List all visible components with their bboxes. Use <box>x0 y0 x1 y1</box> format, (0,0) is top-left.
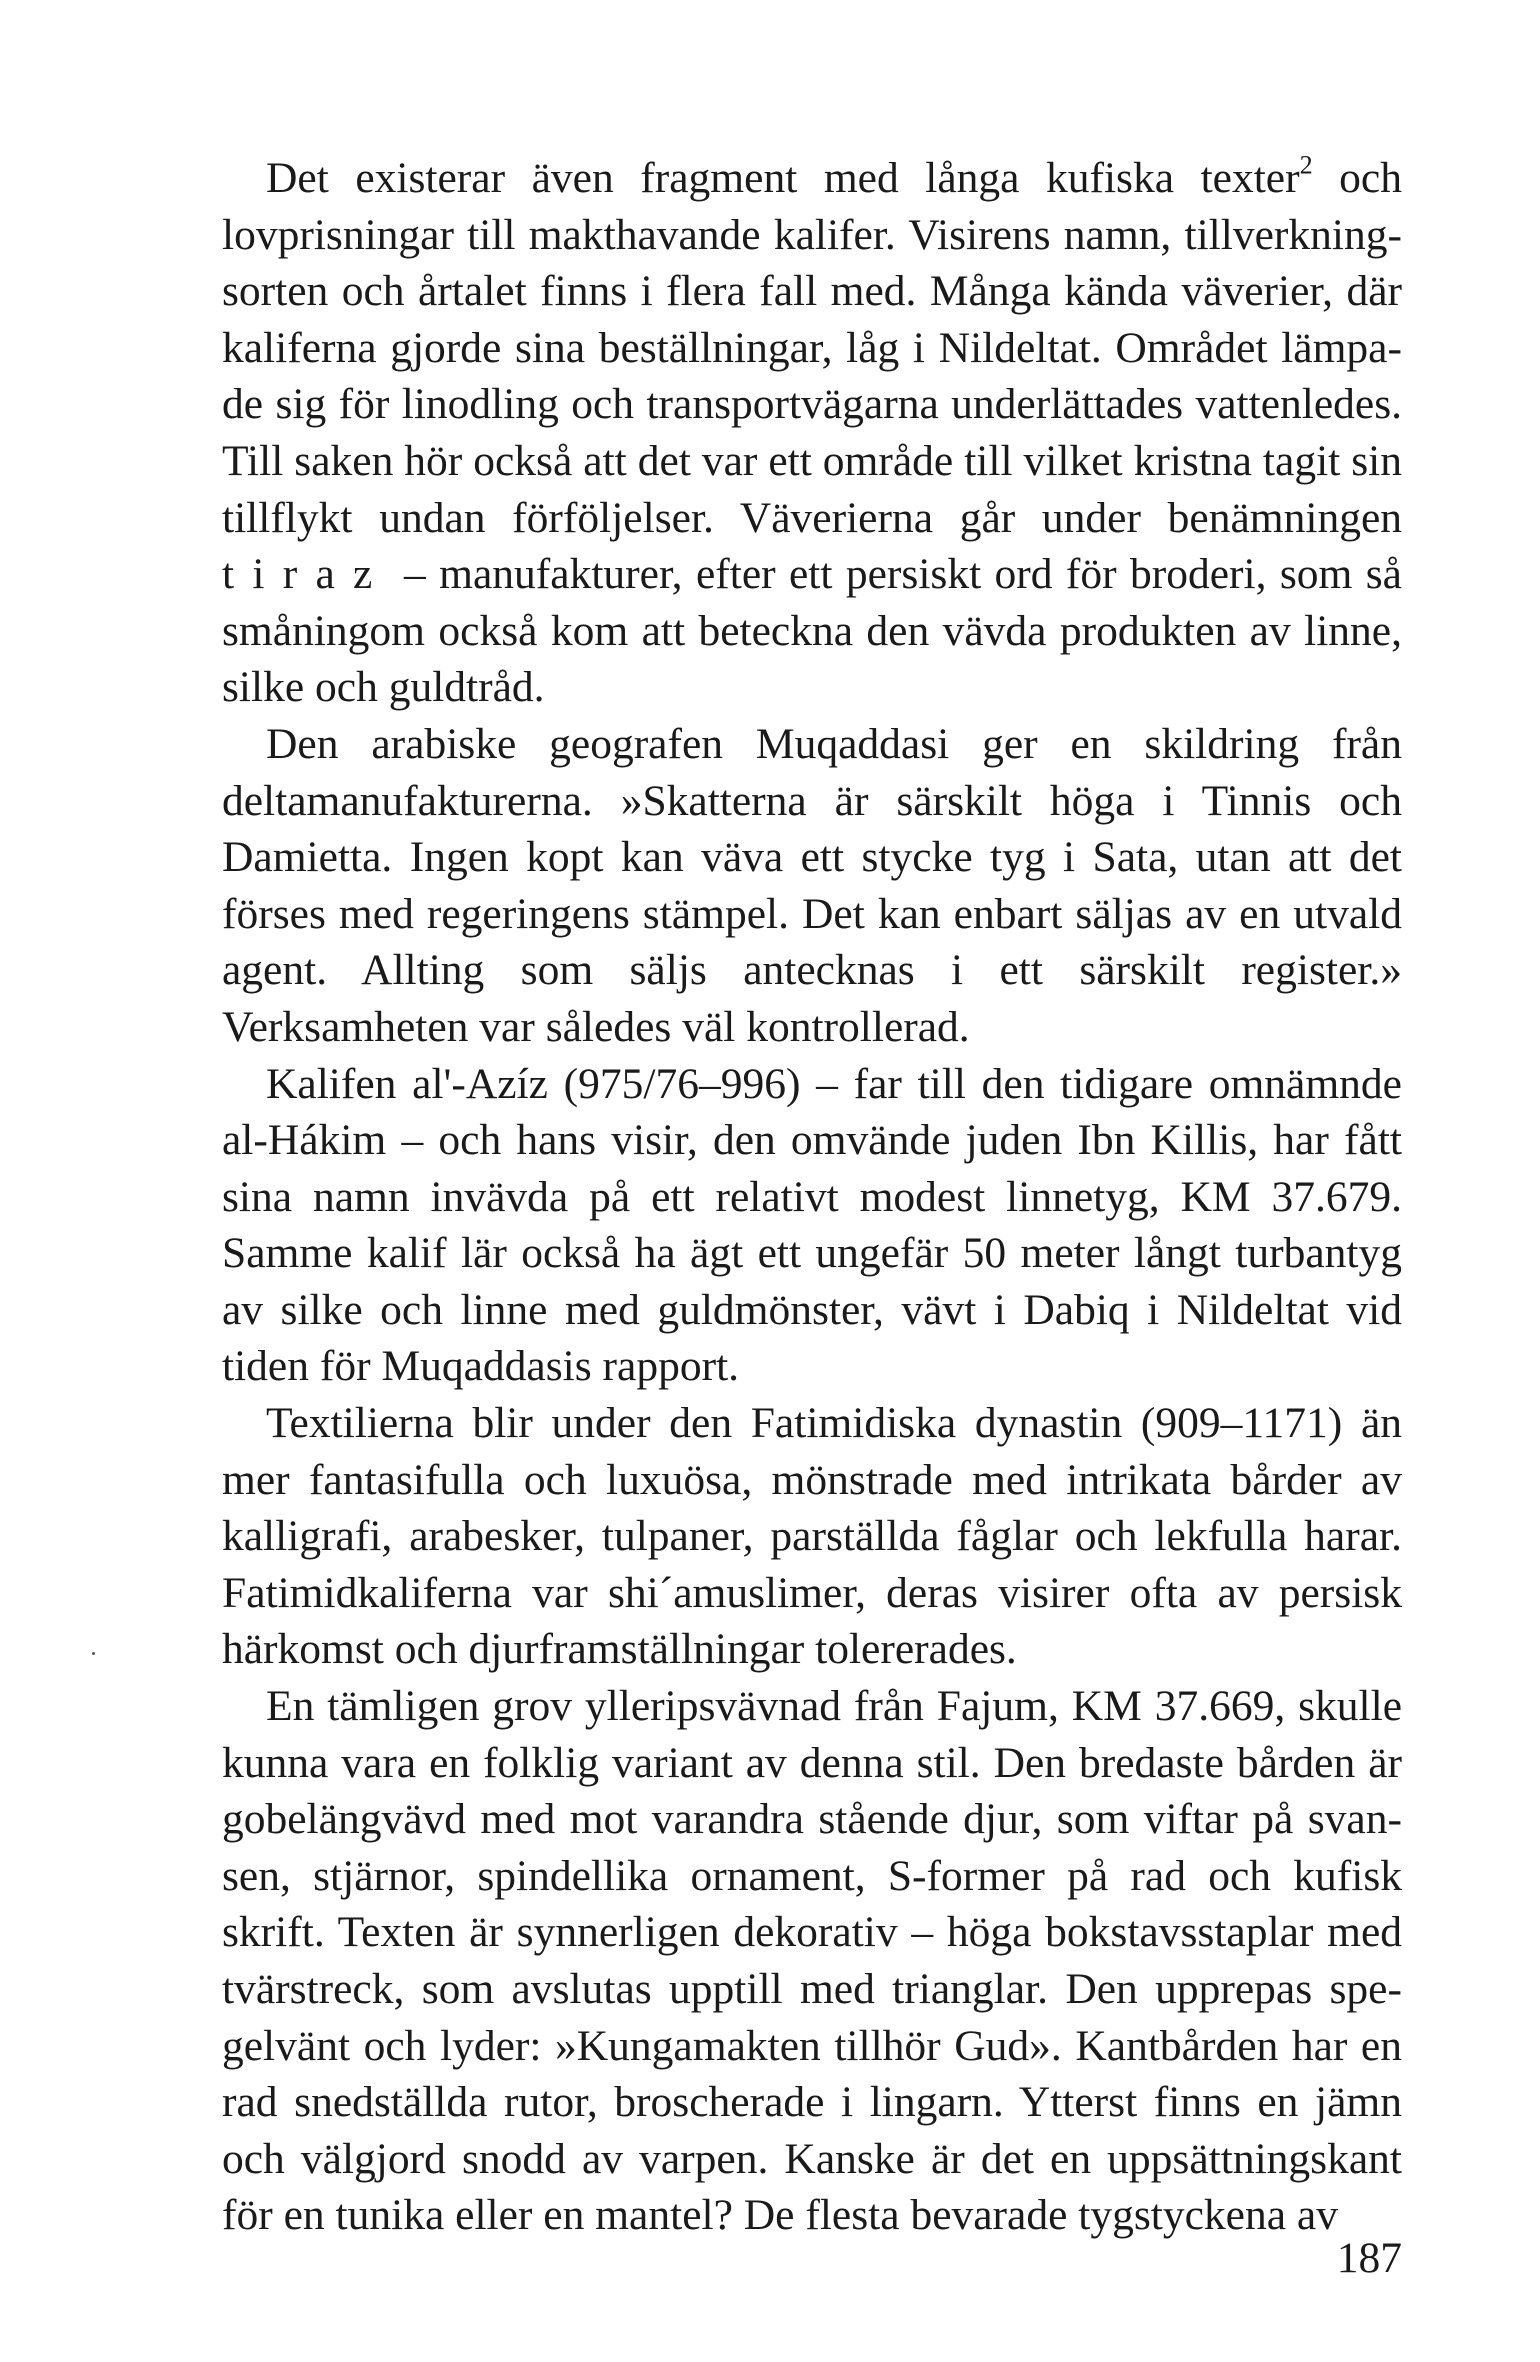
paragraph-text: – manufakturer, efter ett persiskt ord för broderi, som så småningom också kom att beteckna den vävda produkten av linne, silke och guldtråd. <box>222 550 1402 712</box>
paragraph-text: Det existerar även fragment med långa kufiska texter <box>266 154 1300 202</box>
paragraph <box>222 1678 1402 2244</box>
paragraph-text: och lovprisningar till makthavande kalifer. Visirens namn, tillverkningsorten och årtalet finns i flera fall med. Många kända väverier, där kaliferna gjorde sina beställningar, låg i Nildeltat. Området lämpade sig för linodling och transportvägarna underlättades vattenledes. Till saken hör också att det var ett område till vilket kristna tagit sin tillflykt undan förföljelser. Väverierna går under benämningen <box>222 154 1402 542</box>
footnote-marker: 2 <box>1299 150 1313 180</box>
paragraph <box>222 150 1402 716</box>
paragraph-text: Den arabiske geografen Muqaddasi ger en skildring från deltamanufakturerna. »Skatterna är särskilt höga i Tinnis och Damietta. Ingen kopt kan väva ett stycke tyg i Sata, utan att det förses med regeringens stämpel. Det kan enbart säljas av en utvald agent. Allting som säljs antecknas i ett särskilt register.» Verksamheten var således väl kontrollerad. <box>222 719 1402 1051</box>
paragraph <box>222 1395 1402 1678</box>
paragraph-text: En tämligen grov ylleripsvävnad från Fajum, KM 37.669, skulle kunna vara en folklig variant av denna stil. Den bredaste bården är gobelängvävd med mot varandra stående djur, som viftar på svansen, stjärnor, spindellika ornament, S-former på rad och kufisk skrift. Texten är synnerligen dekorativ – höga bokstavsstaplar med tvärstreck, som avslutas upptill med trianglar. Den upprepas spegelvänt och lyder: »Kungamakten tillhör Gud». Kantbården har en rad snedställda rutor, broscherade i lingarn. Ytterst finns en jämn och välgjord snodd av varpen. Kanske är det en uppsättningskant för en tunika eller en mantel? De flesta bevarade tygstyckena av <box>222 1682 1402 2240</box>
scan-speck <box>92 1652 95 1655</box>
paragraph-text: Kalifen al'-Azíz (975/76–996) – far till den tidigare omnämnde al-Hákim – och hans visir, den omvände juden Ibn Killis, har fått sina namn invävda på ett relativt modest linnetyg, KM 37.679. Samme kalif lär också ha ägt ett ungefär 50 meter långt turbantyg av silke och linne med guldmönster, vävt i Dabiq i Nildeltat vid tiden för Muqaddasis rapport. <box>222 1059 1402 1391</box>
page-number: 187 <box>1336 2234 1402 2282</box>
paragraph-text: Textilierna blir under den Fatimidiska dynastin (909–1171) än mer fantasifulla och luxuösa, mönstrade med intrikata bårder av kalligrafi, arabesker, tulpaner, parställda fåglar och lekfulla harar. Fatimidkaliferna var shi´amuslimer, deras visirer ofta av persisk härkomst och djurframställningar tolererades. <box>222 1399 1402 1674</box>
emphasized-term: tiraz <box>222 550 391 599</box>
paragraph <box>222 1056 1402 1396</box>
paragraph <box>222 716 1402 1056</box>
body-text <box>222 150 1402 2244</box>
